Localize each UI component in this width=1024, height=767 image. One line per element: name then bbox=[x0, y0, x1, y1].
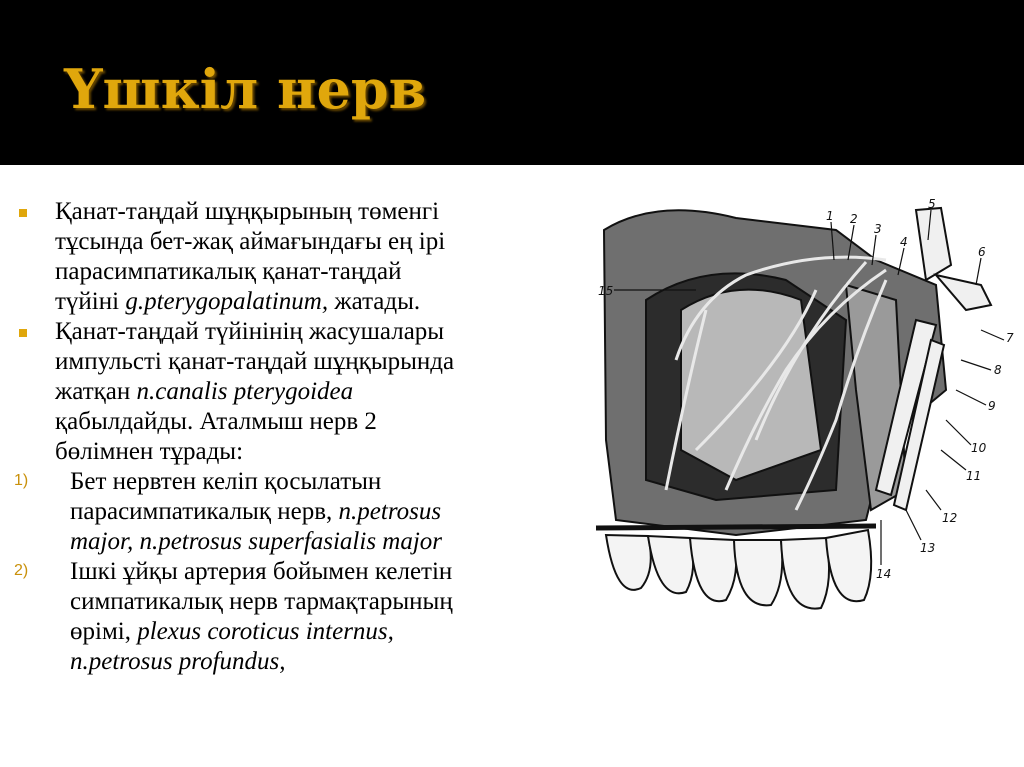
bullet-text bbox=[55, 197, 574, 317]
text-line bbox=[70, 647, 574, 677]
text-run: импульсті қанат-таңдай шұңқырында bbox=[55, 348, 455, 375]
title-divider bbox=[0, 160, 1024, 165]
bullet-item bbox=[14, 317, 574, 467]
text-line bbox=[70, 557, 574, 587]
numbered-item bbox=[14, 467, 574, 557]
text-line bbox=[55, 227, 574, 257]
text-line bbox=[55, 377, 574, 407]
text-run: Бет нервтен келіп қосылатын bbox=[70, 468, 382, 495]
latin-term: n.petrosus bbox=[338, 498, 442, 525]
figure-label: 3 bbox=[874, 222, 882, 236]
text-run: қабылдайды. Аталмыш нерв 2 bbox=[55, 408, 377, 435]
latin-term: g.pterygopalatinum, bbox=[125, 288, 329, 315]
text-line bbox=[55, 437, 574, 467]
list-number: 1) bbox=[14, 472, 29, 489]
figure-label: 11 bbox=[966, 469, 982, 483]
figure-label: 14 bbox=[876, 567, 892, 581]
text-line bbox=[55, 407, 574, 437]
text-line bbox=[70, 527, 574, 557]
figure-label: 15 bbox=[598, 284, 614, 298]
text-line bbox=[55, 317, 574, 347]
figure-label: 10 bbox=[971, 441, 987, 455]
figure-label: 4 bbox=[900, 235, 908, 249]
numbered-text bbox=[70, 557, 574, 677]
text-run: жатады. bbox=[328, 288, 421, 315]
bullet-text bbox=[55, 317, 574, 467]
text-line bbox=[55, 347, 574, 377]
latin-term: major, n.petrosus superfasialis major bbox=[70, 528, 443, 555]
text-line bbox=[55, 287, 574, 317]
bullet-square-icon bbox=[19, 209, 27, 217]
text-run: симпатикалық нерв тармақтарының bbox=[70, 588, 453, 615]
text-run: Ішкі ұйқы артерия бойымен келетін bbox=[70, 558, 453, 585]
numbered-text bbox=[70, 467, 574, 557]
text-line bbox=[70, 617, 574, 647]
text-run: парасимпатикалық нерв, bbox=[70, 498, 339, 525]
latin-term: plexus coroticus internus, bbox=[137, 618, 394, 645]
text-line bbox=[55, 257, 574, 287]
pterygopalatine-anatomy-illustration bbox=[586, 190, 1024, 640]
numbered-item bbox=[14, 557, 574, 677]
figure-label: 6 bbox=[978, 245, 986, 259]
slide-body bbox=[14, 197, 574, 677]
text-line bbox=[70, 467, 574, 497]
text-run: өрімі, bbox=[70, 618, 138, 645]
figure-label: 8 bbox=[994, 363, 1002, 377]
bullet-item bbox=[14, 197, 574, 317]
list-number: 2) bbox=[14, 562, 29, 579]
figure-label: 7 bbox=[1006, 331, 1014, 345]
text-line bbox=[70, 497, 574, 527]
text-line bbox=[55, 197, 574, 227]
text-run: Қанат-таңдай шұңқырының төменгі bbox=[55, 198, 440, 225]
figure-label: 9 bbox=[988, 399, 996, 413]
figure-label: 12 bbox=[942, 511, 958, 525]
figure-label: 2 bbox=[850, 212, 858, 226]
latin-term: n.petrosus profundus, bbox=[70, 648, 286, 675]
figure-label: 13 bbox=[920, 541, 936, 555]
text-run: түйіні bbox=[55, 288, 126, 315]
text-run: жатқан bbox=[55, 378, 137, 405]
slide-title: Үшкіл нерв bbox=[64, 57, 427, 121]
latin-term: n.canalis pterygoidea bbox=[136, 378, 354, 405]
text-run: Қанат-таңдай түйінінің жасушалары bbox=[55, 318, 445, 345]
text-run: парасимпатикалық қанат-таңдай bbox=[55, 258, 402, 285]
text-line bbox=[70, 587, 574, 617]
bullet-square-icon bbox=[19, 329, 27, 337]
text-run: тұсында бет-жақ аймағындағы ең ірі bbox=[55, 228, 446, 255]
figure-label: 1 bbox=[826, 209, 834, 223]
text-run: бөлімнен тұрады: bbox=[55, 438, 244, 465]
figure-label: 5 bbox=[928, 197, 936, 211]
